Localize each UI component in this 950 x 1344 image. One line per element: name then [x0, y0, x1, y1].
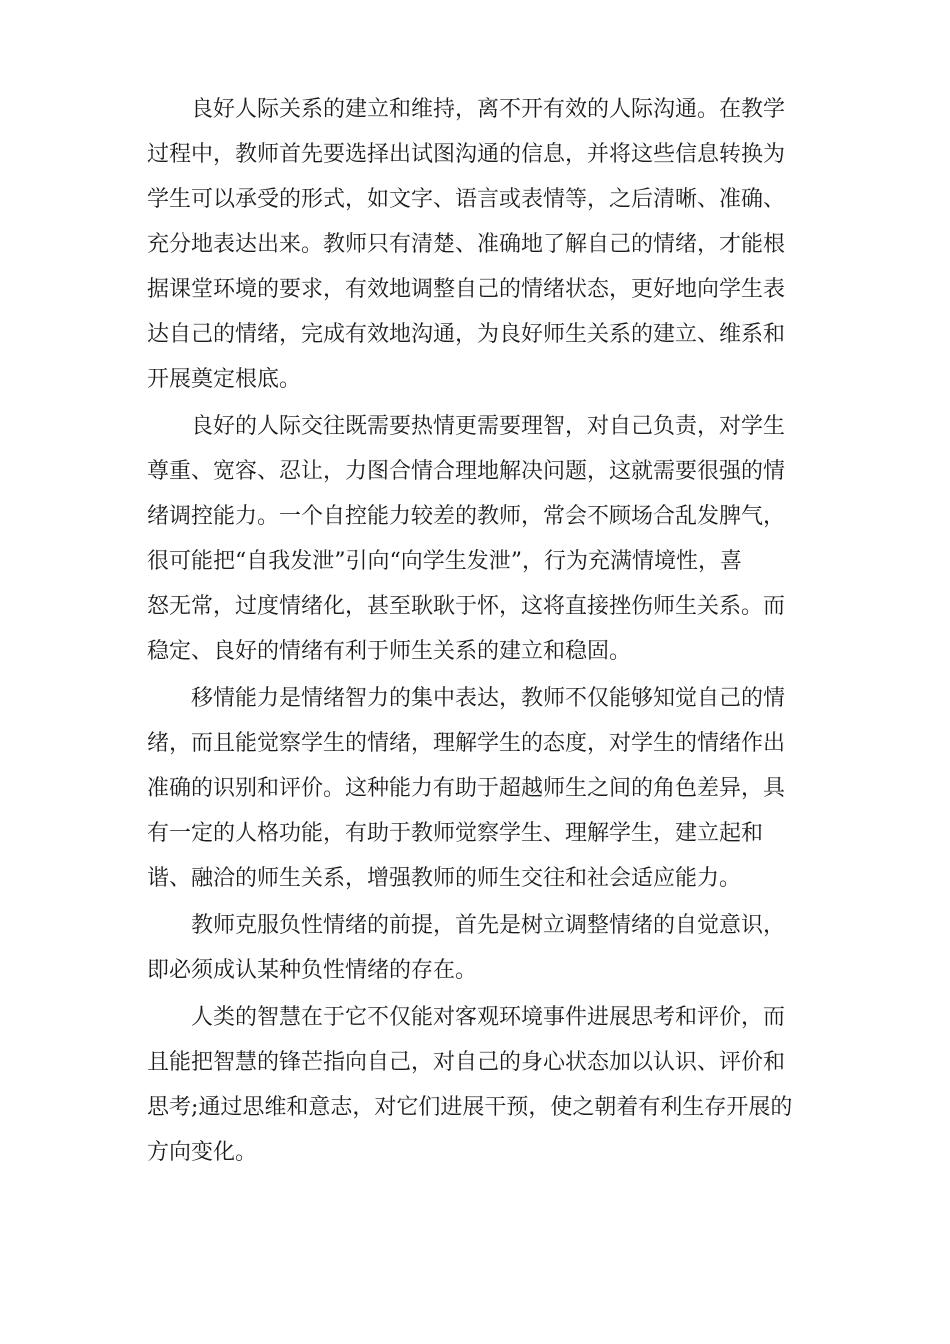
- text-line: 方向变化。: [147, 1140, 258, 1165]
- text-line: 绪，而且能觉察学生的情绪，理解学生的态度，对学生的情绪作出: [147, 731, 786, 756]
- text-line: 准确的识别和评价。这种能力有助于超越师生之间的角色差异，具: [147, 776, 786, 801]
- text-line: 据课堂环境的要求，有效地调整自己的情绪状态，更好地向学生表: [147, 277, 786, 302]
- text-line: 教师克服负性情绪的前提，首先是树立调整情绪的自觉意识，: [191, 913, 786, 938]
- text-line: 充分地表达出来。教师只有清楚、准确地了解自己的情绪，才能根: [147, 232, 786, 257]
- text-line: 移情能力是情绪智力的集中表达，教师不仅能够知觉自己的情: [191, 686, 786, 711]
- text-line: 人类的智慧在于它不仅能对客观环境事件进展思考和评价，而: [191, 1005, 786, 1030]
- text-line: 绪调控能力。一个自控能力较差的教师，常会不顾场合乱发脾气，: [147, 504, 786, 529]
- text-line: 良好的人际交往既需要热情更需要理智，对自己负责，对学生: [191, 414, 786, 439]
- paragraph-3: [147, 676, 807, 901]
- document-body: [147, 87, 807, 1175]
- text-line: 即必须成认某种负性情绪的存在。: [147, 958, 478, 983]
- text-line: 思考;通过思维和意志，对它们进展干预，使之朝着有利生存开展的: [147, 1095, 793, 1120]
- text-line: 学生可以承受的形式，如文字、语言或表情等，之后清晰、准确、: [147, 187, 786, 212]
- text-line: 谐、融洽的师生关系，增强教师的师生交往和社会适应能力。: [147, 866, 742, 891]
- text-line: 有一定的人格功能，有助于教师觉察学生、理解学生，建立起和: [147, 821, 764, 846]
- text-line: 过程中，教师首先要选择出试图沟通的信息，并将这些信息转换为: [147, 142, 786, 167]
- text-line: 达自己的情绪，完成有效地沟通，为良好师生关系的建立、维系和: [147, 322, 786, 347]
- text-line: 良好人际关系的建立和维持，离不开有效的人际沟通。在教学: [191, 97, 786, 122]
- text-line: 且能把智慧的锋芒指向自己，对自己的身心状态加以认识、评价和: [147, 1050, 786, 1075]
- text-line: 怒无常，过度情绪化，甚至耿耿于怀，这将直接挫伤师生关系。而: [147, 594, 786, 619]
- paragraph-5: [147, 995, 807, 1175]
- text-line: 稳定、良好的情绪有利于师生关系的建立和稳固。: [147, 639, 632, 664]
- text-line: 很可能把“自我发泄”引向“向学生发泄”，行为充满情境性，喜: [147, 549, 742, 574]
- paragraph-2: [147, 404, 807, 674]
- paragraph-4: [147, 903, 807, 993]
- text-line: 尊重、宽容、忍让，力图合情合理地解决问题，这就需要很强的情: [147, 459, 786, 484]
- text-line: 开展奠定根底。: [147, 367, 302, 392]
- paragraph-1: [147, 87, 807, 402]
